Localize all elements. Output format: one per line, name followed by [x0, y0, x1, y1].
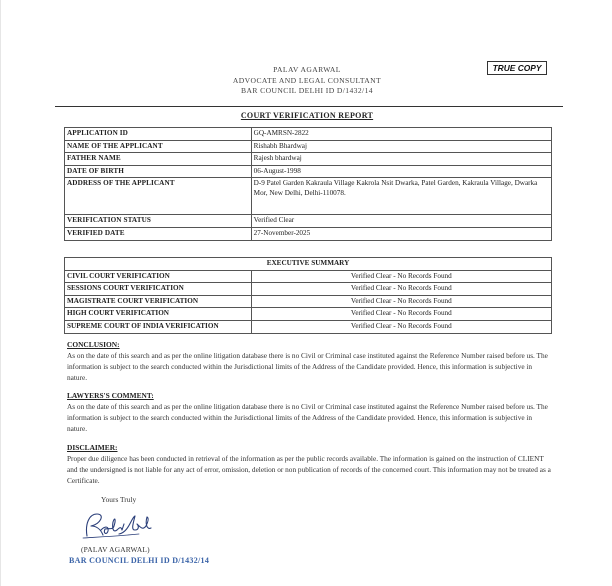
field-label: ADDRESS OF THE APPLICANT [65, 178, 252, 215]
court-result: Verified Clear - No Records Found [251, 320, 551, 333]
conclusion-text: As on the date of this search and as per the online litigation database there is no Civil or Criminal case instituted against the Reference Number raised before us. The information is subject to the search conducted within the Jurisdictional limits of the Address of the Candidate provided. Hence, this information is subjective in nature. [67, 351, 548, 383]
handwritten-signature [79, 508, 157, 542]
table-row [65, 178, 552, 215]
table-row [65, 227, 552, 240]
table-row [65, 320, 552, 333]
applicant-details-table [64, 127, 552, 241]
court-result: Verified Clear - No Records Found [251, 283, 551, 296]
conclusion-section [67, 340, 553, 384]
field-value: D-9 Patel Garden Kakraula Village Kakrola Nsit Dwarka, Patel Garden, Kakraula Village, Dwarka Mor, New Delhi, Delhi-110078. [251, 178, 551, 215]
table-row [65, 308, 552, 321]
advocate-designation: ADVOCATE AND LEGAL CONSULTANT [232, 75, 382, 85]
table-header-row [65, 258, 552, 271]
court-label: SESSIONS COURT VERIFICATION [65, 283, 252, 296]
disclaimer-section [67, 443, 553, 487]
field-value: GQ-AMRSN-2822 [251, 128, 551, 141]
disclaimer-heading: DISCLAIMER: [67, 443, 118, 452]
field-label: VERIFICATION STATUS [65, 215, 252, 228]
court-label: MAGISTRATE COURT VERIFICATION [65, 295, 252, 308]
court-label: HIGH COURT VERIFICATION [65, 308, 252, 321]
table-row [65, 270, 552, 283]
executive-summary-heading: EXECUTIVE SUMMARY [65, 258, 552, 271]
advocate-name: PALAV AGARWAL [273, 65, 341, 74]
table-row [65, 153, 552, 166]
executive-summary-table [64, 257, 552, 334]
court-label: SUPREME COURT OF INDIA VERIFICATION [65, 320, 252, 333]
court-result: Verified Clear - No Records Found [251, 270, 551, 283]
field-label: APPLICATION ID [65, 128, 252, 141]
court-result: Verified Clear - No Records Found [251, 295, 551, 308]
signatory-bar-council-id: BAR COUNCIL DELHI ID D/1432/14 [69, 556, 210, 565]
closing-salutation: Yours Truly [101, 495, 137, 504]
report-title: COURT VERIFICATION REPORT [240, 111, 374, 120]
conclusion-heading: CONCLUSION: [67, 340, 120, 349]
field-label: NAME OF THE APPLICANT [65, 140, 252, 153]
lawyers-comment-section [67, 391, 553, 435]
lawyers-comment-heading: LAWYERS'S COMMENT: [67, 391, 154, 400]
field-value: Verified Clear [251, 215, 551, 228]
court-result: Verified Clear - No Records Found [251, 308, 551, 321]
field-label: VERIFIED DATE [65, 227, 252, 240]
table-row [65, 295, 552, 308]
field-value: 06-August-1998 [251, 165, 551, 178]
header-divider [55, 106, 563, 107]
table-row [65, 165, 552, 178]
table-row [65, 215, 552, 228]
field-label: FATHER NAME [65, 153, 252, 166]
field-value: Rishabh Bhardwaj [251, 140, 551, 153]
court-label: CIVIL COURT VERIFICATION [65, 270, 252, 283]
disclaimer-text: Proper due diligence has been conducted in retrieval of the information as per the public records available. The information is gained on the instruction of CLIENT and the undersigned is not liable for any act of error, omission, deletion or non publication of records of the concerned court. This information may not be treated as a Certificate. [67, 454, 551, 486]
table-row [65, 128, 552, 141]
header-bar-council-id: BAR COUNCIL DELHI ID D/1432/14 [241, 86, 373, 96]
table-row [65, 140, 552, 153]
true-copy-stamp: TRUE COPY [487, 61, 547, 75]
field-value: Rajesh bhardwaj [251, 153, 551, 166]
table-row [65, 283, 552, 296]
signatory-name: (PALAV AGARWAL) [81, 545, 150, 554]
field-label: DATE OF BIRTH [65, 165, 252, 178]
field-value: 27-November-2025 [251, 227, 551, 240]
lawyers-comment-text: As on the date of this search and as per the online litigation database there is no Civil or Criminal case instituted against the Reference Number raised before us. The information is subject to the search conducted within the Jurisdictional limits of the Address of the Candidate provided. Hence, this information is subjective in nature. [67, 402, 548, 434]
